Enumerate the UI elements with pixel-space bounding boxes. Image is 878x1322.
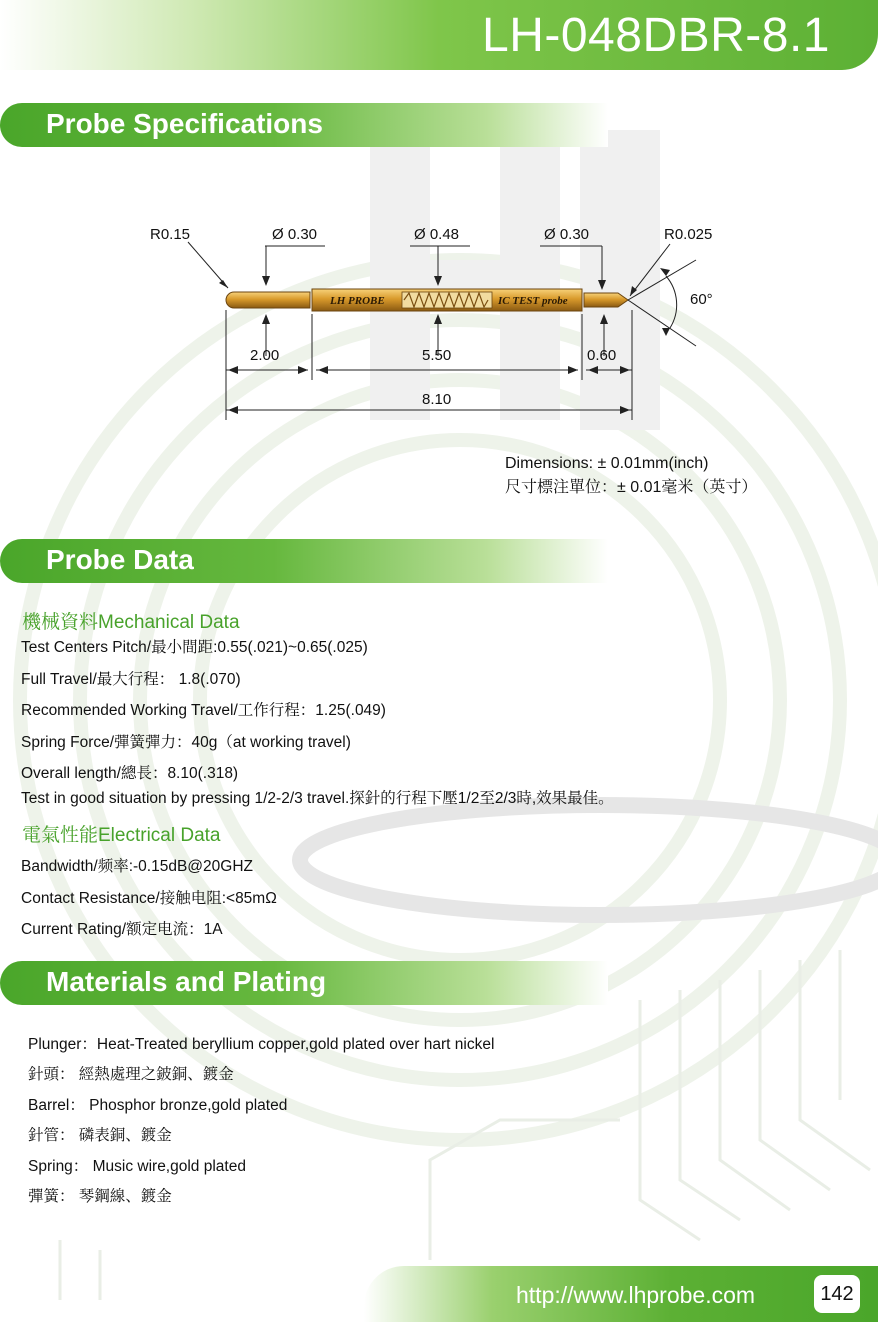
section-title: Materials and Plating <box>46 966 327 997</box>
mechanical-line: Test in good situation by pressing 1/2-2/3 travel.探針的行程下壓1/2至2/3時,效果最佳。 <box>21 790 614 807</box>
electrical-line: Bandwidth/频率:-0.15dB@20GHZ <box>21 858 253 875</box>
mechanical-line: Recommended Working Travel/工作行程：1.25(.049) <box>21 702 386 719</box>
materials-line: Spring： Music wire,gold plated <box>28 1158 246 1175</box>
label-angle: 60° <box>690 291 713 308</box>
product-title: LH-048DBR-8.1 <box>482 9 830 62</box>
barrel-label-right: IC TEST probe <box>498 295 568 307</box>
materials-line: Barrel： Phosphor bronze,gold plated <box>28 1097 288 1114</box>
label-r-right: R0.025 <box>664 226 713 243</box>
right-plunger <box>584 293 628 307</box>
mechanical-data-title: 機械資料Mechanical Data <box>22 612 240 633</box>
website-link[interactable]: http://www.lhprobe.com <box>516 1282 756 1308</box>
left-plunger <box>226 292 310 308</box>
dimensions-note-zh: 尺寸標注單位：± 0.01毫米（英寸） <box>505 479 758 496</box>
materials-line: 針管： 磷表銅、鍍金 <box>28 1127 172 1144</box>
section-title: Probe Specifications <box>46 108 323 139</box>
dimensions-note <box>505 452 757 500</box>
electrical-data-title: 電氣性能Electrical Data <box>22 825 221 846</box>
label-len-total: 8.10 <box>422 391 452 408</box>
mechanical-line: Test Centers Pitch/最小間距:0.55(.021)~0.65(.025) <box>21 639 368 656</box>
label-dia-left: Ø 0.30 <box>272 226 318 243</box>
section-materials-plating <box>0 961 608 1005</box>
probe-drawing <box>130 210 750 440</box>
label-dia-right: Ø 0.30 <box>544 226 590 243</box>
materials-line: 彈簧： 琴鋼線、鍍金 <box>28 1188 172 1205</box>
section-probe-specifications <box>0 103 608 147</box>
barrel-label-left: LH PROBE <box>330 295 385 307</box>
dimensions-note-en: Dimensions: ± 0.01mm(inch) <box>505 455 709 472</box>
materials-line: 針頭： 經熱處理之鈹銅、鍍金 <box>28 1066 234 1083</box>
label-len-right: 0.60 <box>587 347 617 364</box>
mechanical-line: Full Travel/最大行程： 1.8(.070) <box>21 671 241 688</box>
label-len-middle: 5.50 <box>422 347 452 364</box>
section-title: Probe Data <box>46 544 194 575</box>
materials-line: Plunger：Heat-Treated beryllium copper,gold plated over hart nickel <box>28 1036 495 1053</box>
label-dia-middle: Ø 0.48 <box>414 226 460 243</box>
electrical-line: Current Rating/额定电流：1A <box>21 921 223 938</box>
label-r-left: R0.15 <box>150 226 191 243</box>
section-probe-data <box>0 539 608 583</box>
label-len-left: 2.00 <box>250 347 280 364</box>
page-number: 142 <box>814 1275 860 1313</box>
mechanical-line: Overall length/總長：8.10(.318) <box>21 765 239 782</box>
electrical-line: Contact Resistance/接触电阻:<85mΩ <box>21 890 277 907</box>
mechanical-line: Spring Force/彈簧彈力：40g（at working travel) <box>21 734 351 751</box>
